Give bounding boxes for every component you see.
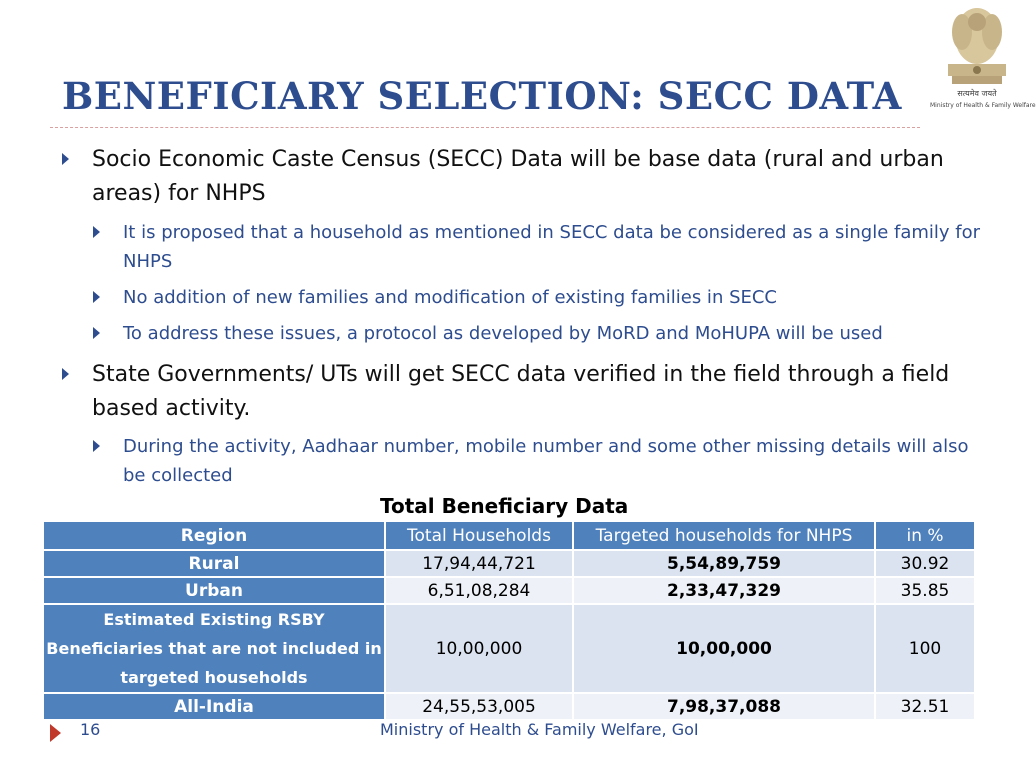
emblem-ministry-text: Ministry of Health & Family Welfare — [930, 102, 1036, 109]
table-row — [43, 550, 975, 577]
page-number: 16 — [80, 720, 101, 739]
footer-arrow-icon — [50, 724, 61, 742]
cell-targeted: 10,00,000 — [573, 604, 875, 693]
cell-targeted: 7,98,37,088 — [573, 693, 875, 720]
row-region: All-India — [43, 693, 385, 720]
header-targeted-households: Targeted households for NHPS — [573, 521, 875, 550]
bullet-arrow-icon — [62, 153, 69, 165]
cell-targeted: 5,54,89,759 — [573, 550, 875, 577]
footer-ministry: Ministry of Health & Family Welfare, GoI — [380, 720, 699, 739]
header-percent: in % — [875, 521, 975, 550]
table-header-row — [43, 521, 975, 550]
table-row — [43, 604, 975, 693]
header-total-households: Total Households — [385, 521, 573, 550]
header-region: Region — [43, 521, 385, 550]
cell-percent: 30.92 — [875, 550, 975, 577]
bullet-arrow-icon — [93, 440, 100, 452]
cell-percent: 32.51 — [875, 693, 975, 720]
row-region: Estimated Existing RSBY Beneficiaries that are not included in targeted households — [43, 604, 385, 693]
title-divider — [50, 127, 920, 128]
row-region: Urban — [43, 577, 385, 604]
cell-percent: 35.85 — [875, 577, 975, 604]
cell-percent: 100 — [875, 604, 975, 693]
slide-title: BENEFICIARY SELECTION: SECC DATA — [62, 74, 902, 118]
bullet-arrow-icon — [93, 291, 100, 303]
emblem-motto: सत्यमेव जयते — [957, 89, 997, 98]
row-region: Rural — [43, 550, 385, 577]
sub-bullet-protocol: To address these issues, a protocol as developed by MoRD and MoHUPA will be used — [123, 323, 883, 344]
national-emblem-logo — [930, 2, 1036, 114]
sub-bullet-aadhaar-collection: During the activity, Aadhaar number, mobile number and some other missing details will also be collected — [123, 436, 969, 486]
table-row — [43, 693, 975, 720]
sub-bullet-household-family: It is proposed that a household as mentioned in SECC data be considered as a single family for NHPS — [123, 222, 981, 272]
cell-total: 6,51,08,284 — [385, 577, 573, 604]
cell-total: 10,00,000 — [385, 604, 573, 693]
bullet-arrow-icon — [93, 327, 100, 339]
bullet-arrow-icon — [93, 226, 100, 238]
sub-bullet-no-addition: No addition of new families and modification of existing families in SECC — [123, 287, 778, 308]
table-row — [43, 577, 975, 604]
bullet-arrow-icon — [62, 368, 69, 380]
cell-targeted: 2,33,47,329 — [573, 577, 875, 604]
ashoka-emblem-icon — [938, 2, 1016, 88]
bullet-state-verification: State Governments/ UTs will get SECC data verified in the field through a field based activity. — [92, 362, 950, 421]
cell-total: 17,94,44,721 — [385, 550, 573, 577]
bullet-secc-base-data: Socio Economic Caste Census (SECC) Data will be base data (rural and urban areas) for NHPS — [92, 147, 944, 206]
cell-total: 24,55,53,005 — [385, 693, 573, 720]
beneficiary-data-table — [42, 520, 976, 721]
table-caption: Total Beneficiary Data — [380, 494, 629, 518]
